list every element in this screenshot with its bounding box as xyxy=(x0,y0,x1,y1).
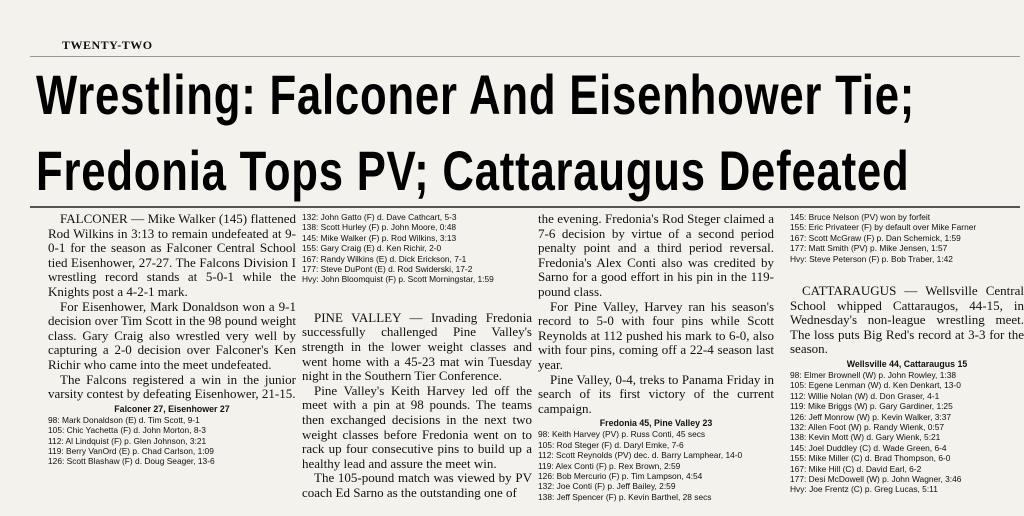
spacer xyxy=(302,285,532,311)
falconer-paragraph-1: FALCONER — Mike Walker (145) flattened Rod Wilkins in 3:13 to remain undefeated at 9-0-1 for the season as Falconer Central School tied Eisenhower, 27-27. The Falcons Division I wrestling record stands at 5-0-1 while the Knights post a 4-2-1 mark. xyxy=(48,212,296,299)
result-line: 155: Eric Privateer (F) by default over Mike Farner xyxy=(790,222,977,233)
result-line: 112: Scott Reynolds (PV) dec. d. Barry Lamphear, 14-0 xyxy=(538,450,743,461)
result-line: Hvy: Joe Frentz (C) p. Greg Lucas, 5:11 xyxy=(790,484,938,495)
result-line: 126: Scott Blashaw (F) d. Doug Seager, 13-6 xyxy=(48,456,215,467)
pine-valley-paragraph-5: For Pine Valley, Harvey ran his season's record to 5-0 with four pins while Scott Reynolds at 112 pushed his mark to 6-0, also with four pins, coming off a 22-4 season last year. xyxy=(538,298,774,372)
result-line: 167: Randy Wilkins (E) d. Dick Erickson, 7-1 xyxy=(302,253,467,264)
result-line: 119: Berry VanOrd (E) p. Chad Carlson, 1:09 xyxy=(48,445,214,456)
result-line: 98: Elmer Brownell (W) p. John Rowley, 1:38 xyxy=(790,370,957,380)
fredonia-results-title: Fredonia 45, Pine Valley 23 xyxy=(599,418,713,429)
result-line: 177: Desi McDowell (W) p. John Wagner, 3:46 xyxy=(790,474,962,485)
pine-valley-paragraph-2: Pine Valley's Keith Harvey led off the meet with a pin at 98 pounds. The teams then exchanged decisions in the next two weight classes before Fredonia went on to rack up four consecutive pins to build up a healthy lead and assure the meet win. xyxy=(302,382,532,471)
article-column-2 xyxy=(302,212,532,516)
cattaraugus-paragraph-1: CATTARAUGUS — Wellsville Central School whipped Cattaraugos, 44-15, in Wednesday's non-league wrestling meet. The loss puts Big Red's record at 3-3 for the season. xyxy=(790,283,1024,357)
headline-line-2: Fredonia Tops PV; Cattaraugus Defeated xyxy=(36,139,910,202)
result-line: 132: Allen Foot (W) p. Randy Wienk, 0:57 xyxy=(790,422,945,433)
result-line: 132: Joe Conti (F) p. Jeff Bailey, 2:59 xyxy=(538,481,676,492)
result-line: Hvy: Steve Peterson (F) p. Bob Traber, 1:42 xyxy=(790,253,953,264)
result-line: Hvy: John Bloomquist (F) p. Scott Morningstar, 1:59 xyxy=(302,274,494,285)
result-line: 167: Scott McGraw (F) p. Dan Schemick, 1:59 xyxy=(790,232,961,243)
page-section-label: TWENTY-TWO xyxy=(62,38,153,52)
result-line: 98: Keith Harvey (PV) p. Russ Conti, 45 secs xyxy=(538,429,706,440)
pine-valley-paragraph-1: PINE VALLEY — Invading Fredonia successfully challenged Pine Valley's strength in the lower weight classes and went home with a 45-23 mat win Tuesday night in the Southern Tier Conference. xyxy=(302,309,532,384)
result-line: 112: Willie Nolan (W) d. Don Graser, 4-1 xyxy=(790,390,940,401)
result-line: 138: Jeff Spencer (F) p. Kevin Barthel, 28 secs xyxy=(538,491,712,502)
falconer-paragraph-2: For Eisenhower, Mark Donaldson won a 9-1 decision over Tim Scott in the 98 pound weight class. Gary Craig also wrestled very well by capturing a 2-0 decision over Falconer's Ken Richir who came into the meet undefeated. xyxy=(48,298,296,372)
result-line: 132: John Gatto (F) d. Dave Cathcart, 5-3 xyxy=(302,212,457,222)
result-line: 105: Rod Steger (F) d. Daryl Emke, 7-6 xyxy=(538,439,684,450)
result-line: 145: Mike Walker (F) p. Rod Wilkins, 3:13 xyxy=(302,232,457,243)
result-line: 126: Jeff Monrow (W) p. Kevin Walker, 3:37 xyxy=(790,411,952,422)
wellsville-results-title: Wellsville 44, Cattaraugus 15 xyxy=(846,359,968,369)
result-line: 177: Steve DuPont (E) d. Rod Swiderski, 17-2 xyxy=(302,264,473,275)
result-line: 105: Chic Yachetta (F) d. John Morton, 8-3 xyxy=(48,425,206,436)
headline-line-1: Wrestling: Falconer And Eisenhower Tie; xyxy=(36,63,916,126)
falconer-results-title: Falconer 27, Eisenhower 27 xyxy=(114,403,230,414)
pine-valley-paragraph-6: Pine Valley, 0-4, treks to Panama Friday in search of its first victory of the current campaign. xyxy=(538,371,774,416)
article-column-4 xyxy=(790,212,1024,516)
top-rule xyxy=(30,56,1020,57)
result-line: 119: Mike Briggs (W) p. Gary Gardiner, 1:25 xyxy=(790,401,953,412)
result-line: 138: Kevin Mott (W) d. Gary Wienk, 5:21 xyxy=(790,432,941,443)
result-line: 177: Matt Smith (PV) p. Mike Jensen, 1:57 xyxy=(790,243,948,254)
result-line: 155: Mike Miller (C) d. Brad Thompson, 6-0 xyxy=(790,453,951,464)
result-line: 167: Mike Hill (C) d. David Earl, 6-2 xyxy=(790,463,922,474)
result-line: 119: Alex Conti (F) p. Rex Brown, 2:59 xyxy=(538,460,681,471)
spacer xyxy=(790,264,1024,284)
pine-valley-paragraph-4: the evening. Fredonia's Rod Steger claimed a 7-6 decision by virtue of a second period penalty point and a third period reversal. Fredonia's Alex Conti also was credited by Sarno for a good effort in his pin in the 119-pound class. xyxy=(538,212,774,299)
result-line: 112: Al Lindquist (F) p. Glen Johnson, 3:21 xyxy=(48,435,207,446)
result-line: 145: Joel Duddley (C) d. Wade Green, 6-4 xyxy=(790,442,947,453)
result-line: 105: Egene Lenman (W) d. Ken Denkart, 13-0 xyxy=(790,380,961,391)
result-line: 126: Bob Mercurio (F) p. Tim Lampson, 4:54 xyxy=(538,470,703,481)
article-column-1 xyxy=(48,212,296,516)
headline-rule xyxy=(30,206,1020,208)
article-column-3 xyxy=(538,212,774,516)
result-line: 155: Gary Craig (E) d. Ken Richir, 2-0 xyxy=(302,243,442,254)
result-line: 98: Mark Donaldson (E) d. Tim Scott, 9-1 xyxy=(48,414,200,425)
result-line: 138: Scott Hurley (F) p. John Moore, 0:48 xyxy=(302,222,457,233)
result-line: 145: Bruce Nelson (PV) won by forfeit xyxy=(790,212,931,222)
pine-valley-paragraph-3: The 105-pound match was viewed by PV coach Ed Sarno as the outstanding one of xyxy=(302,470,532,500)
falconer-paragraph-3: The Falcons registered a win in the junior varsity contest by defeating Eisenhower, 21-15. xyxy=(48,371,296,402)
